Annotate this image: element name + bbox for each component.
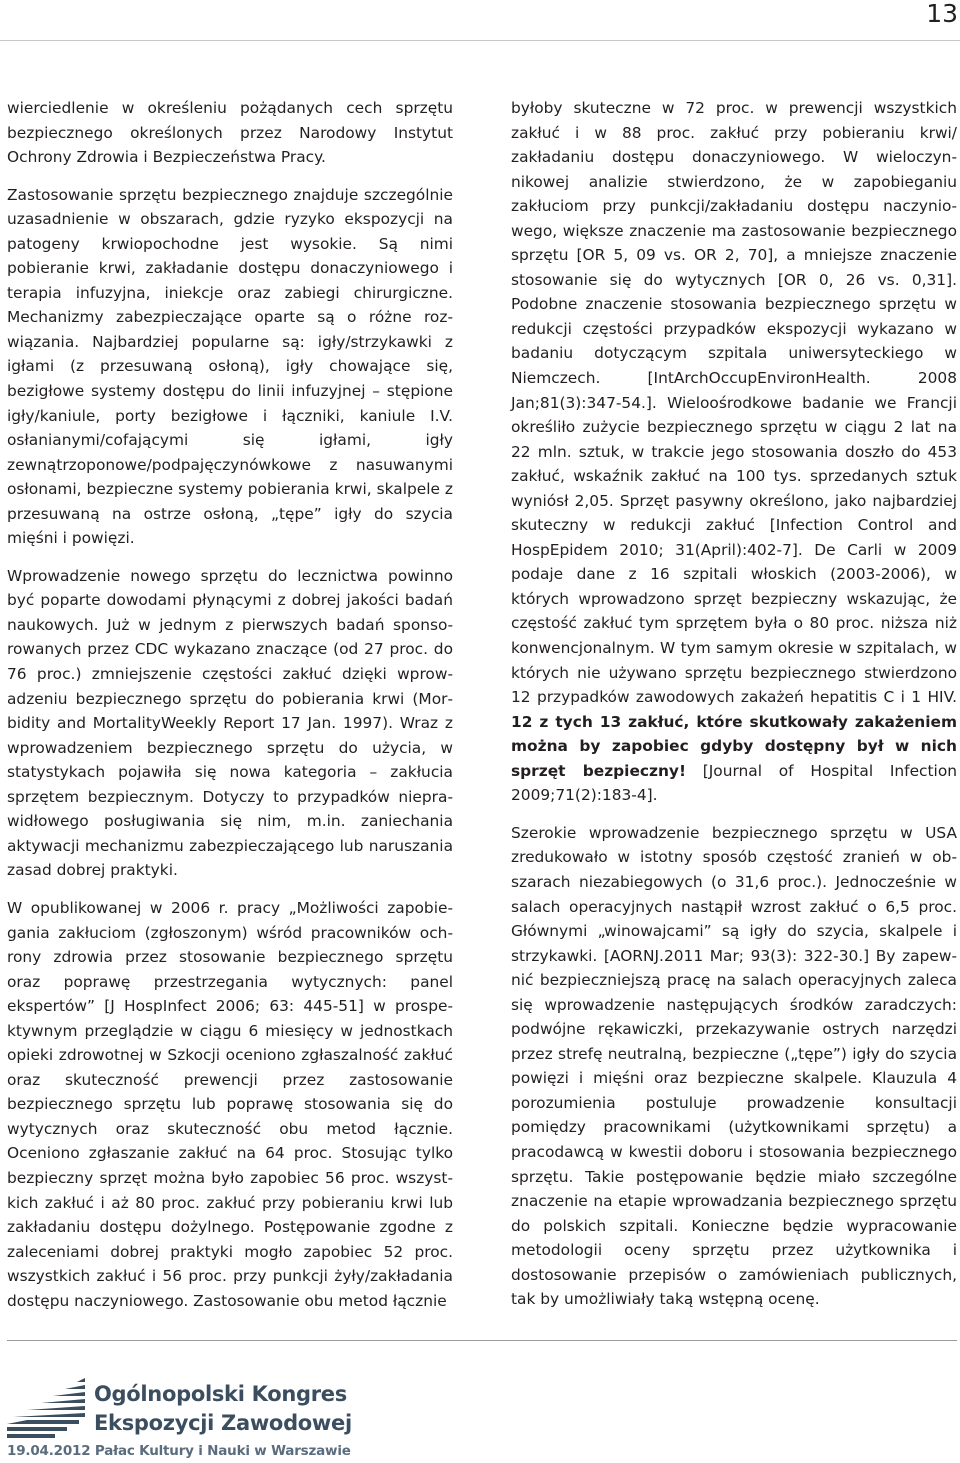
stacked-stripes-logo-icon <box>7 1378 85 1440</box>
paragraph: Zastosowanie sprzętu bezpiecznego znajduje szczególnie uzasadnienie w obszarach, gdzie ryzyko ekspozycji na patogeny krwiopochodne jest wysokie. Są nimi pobieranie krwi, zakładanie dostępu donaczyniowego i terapia infuzyjna, iniekcje oraz zabiegi chirurgiczne. Mechanizmy zabezpieczające oparte są o różne rozwiązania. Najbardziej popularne są: igły/strzykawki z igłami (z przesuwaną osłoną), igły chowające się, bezigłowe systemy dostępu do linii infuzyjnej – stępione igły/kaniule, porty bezigłowe i łączniki, kaniule I.V. osłanianymi/cofającymi się igłami, igły zewnątrzoponowe/podpajęczynówkowe z nasuwanymi osłonami, bezpieczne systemy pobierania krwi, skalpele z przesuwaną na ostrze osłoną, „tępe” igły do szycia mięśni i powięzi. <box>7 185 453 548</box>
right-text-column <box>511 96 957 1312</box>
paragraph: Szerokie wprowadzenie bezpiecznego sprzętu w USA zredukowało w istotny sposób częstość zranień w obszarach niezabiegowych (o 31,6 proc.). Jednocześnie w salach operacyjnych nastąpił wzrost zakłuć o 6,5 proc. Głównymi „winowajcami” są igły do szycia, skalpele i strzykawki. [AORNJ.2011 Mar; 93(3): 322-30.] By zapewnić bezpieczniejszą pracę na salach operacyjnych zaleca się wprowadzenie następujących środków zaradczych: podwójne rękawiczki, przekazywanie ostrych narzędzi przez strefę neutralną, bezpieczne („tępe”) igły do szycia powięzi i mięśni oraz bezpieczne skalpele. Klauzula 4 porozumienia postuluje prowadzenie konsultacji pomiędzy pracownikami (użytkownikami sprzętu) a pracodawcą w kwestii doboru i stosowania bezpiecznego sprzętu. Takie postępowanie będzie miało szczególne znaczenie na etapie wprowadzania bezpiecznego sprzętu do polskich szpitali. Konieczne będzie wypracowanie metodologii oceny sprzętu przez użytkownika i dostosowanie przepisów o zamówieniach publicznych, tak by umożliwiały taką wstępną ocenę. <box>511 823 957 1309</box>
left-text-column <box>7 96 453 1313</box>
event-date-venue: 19.04.2012 Pałac Kultury i Nauki w Warszawie <box>7 1443 351 1459</box>
paragraph: W opublikowanej w 2006 r. pracy „Możliwości zapobiegania zakłuciom (zgłoszonym) wśród pracowników ochrony zdrowia przez stosowanie bezpiecznego sprzętu oraz poprawę przestrzegania wytycznych: panel ekspertów” [J HospInfect 2006; 63: 445-51] w prospektywnym przeglądzie w ciągu 6 miesięcy w jednostkach opieki zdrowotnej w Szkocji oceniono zgłaszalność zakłuć oraz skuteczność prewencji przez zastosowanie bezpiecznego sprzętu lub poprawę stosowania się do wytycznych oraz skuteczność obu metod łącznie. Oceniono zgłaszanie zakłuć na 64 proc. Stosując tylko bezpieczny sprzęt można było zapobiec 56 proc. wszystkich zakłuć i aż 80 proc. zakłuć przy pobieraniu krwi lub zakładaniu dostępu dożylnego. Postępowanie zgodne z zaleceniami dobrej praktyki mogło zapobiec 52 proc. wszystkich zakłuć i 56 proc. przy punkcji żyły/zakładania dostępu naczyniowego. Zastosowanie obu metod łącznie <box>7 898 453 1310</box>
emphasized-statement: 12 z tych 13 zakłuć, które skutkowały zakażeniem można by zapobiec gdyby dostępny był w nich sprzęt bezpieczny! <box>511 712 957 780</box>
footer-divider <box>7 1340 957 1341</box>
congress-title-line: Ogólnopolski Kongres <box>94 1382 347 1406</box>
congress-title-line: Ekspozycji Zawodowej <box>94 1411 352 1435</box>
page-number: 13 <box>926 0 958 28</box>
congress-title <box>94 1380 352 1438</box>
paragraph-text: byłoby skuteczne w 72 proc. w prewencji wszystkich zakłuć i w 88 proc. zakłuć przy pobieraniu krwi/ zakładaniu dostępu donaczyniowego. W wieloczynnikowej analizie stwierdzono, że w zapobieganiu zakłuciom przy punkcji/zakładaniu dostępu naczyniowego, większe znaczenie ma zastosowanie bezpiecznego sprzętu [OR 5, 09 vs. OR 2, 70], a mniejsze znaczenie stosowanie się do wytycznych [OR 0, 26 vs. 0,31]. Podobne znaczenie stosowania bezpiecznego sprzętu w redukcji częstości przypadków ekspozycji wykazano w badaniu dotyczącym szpitala uniwersyteckiego w Niemczech. [IntArchOccupEnvironHealth. 2008 Jan;81(3):347-54.]. Wieloośrodkowe badanie we Francji określiło zużycie bezpiecznego sprzętu w ciągu 2 lat na 22 mln. sztuk, w trakcie jego stosowania doszło do 453 zakłuć, wskaźnik zakłuć na 100 tys. sprzedanych sztuk wyniósł 2,05. Sprzęt pasywny określono, jako najbardziej skuteczny w redukcji zakłuć [Infection Control and HospEpidem 2010; 31(April):402-7]. De Carli w 2009 podaje dane z 16 szpitali włoskich (2003-2006), w których wprowadzono sprzęt bezpieczny wskazując, że częstość zakłuć tym sprzętem była o 80 proc. niższa niż konwencjonalnym. W tym samym okresie w szpitalach, w których nie używano sprzętu bezpiecznego stwierdzono 12 przypadków zawodowych zakażeń hepatitis C i 1 HIV. <box>511 99 957 707</box>
paragraph: wierciedlenie w określeniu pożądanych cech sprzętu bezpiecznego określonych przez Narodowy Instytut Ochrony Zdrowia i Bezpieczeństwa Pracy. <box>7 99 453 167</box>
paragraph: Wprowadzenie nowego sprzętu do lecznictwa powinno być poparte dowodami płynącymi z dobrej jakości badań naukowych. Już w jednym z pierwszych badań sponsorowanych przez CDC wykazano znaczące (od 27 proc. do 76 proc.) zmniejszenie częstości zakłuć dzięki wprowadzeniu bezpiecznego sprzętu do pobierania krwi (Morbidity and MortalityWeekly Report 17 Jan. 1997). Wraz z wprowadzeniem bezpiecznego sprzętu do użycia, w statystykach pojawiła się nowa kategoria – zakłucia sprzętem bezpiecznym. Dotyczy to przypadków nieprawidłowego posługiwania się nim, m.in. zaniechania aktywacji mechanizmu zabezpieczającego lub naruszania zasad dobrej praktyki. <box>7 566 453 880</box>
paragraph <box>511 96 957 808</box>
header-divider <box>0 40 960 41</box>
citation: [Journal of Hospital Infection 2009;71(2):183-4]. <box>511 761 957 805</box>
